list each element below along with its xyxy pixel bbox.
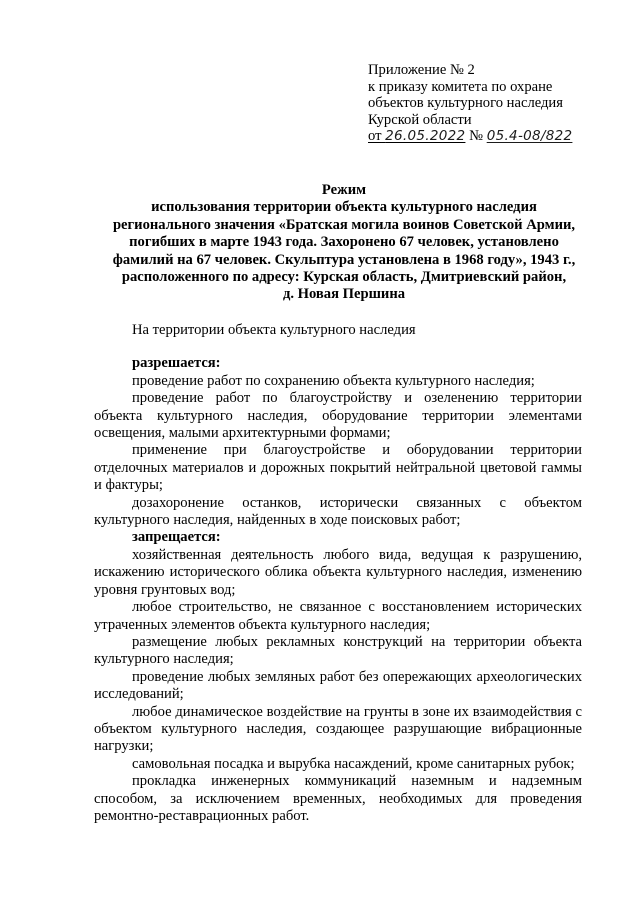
title-line: фамилий на 67 человек. Скульптура установлена в 1968 году», 1943 г.,: [112, 251, 576, 268]
title-line: Режим: [321, 182, 367, 198]
allowed-item: дозахоронение останков, исторически связанных с объектом культурного наследия, найденных в ходе поисковых работ;: [94, 494, 582, 529]
annex-date-number-line: [368, 128, 628, 146]
document-title: [96, 182, 592, 304]
forbidden-item: любое динамическое воздействие на грунты в зоне их взаимодействия с объектом культурного наследия, создающее разрушающие вибрационные нагрузки;: [94, 703, 582, 755]
number-sign: №: [469, 128, 484, 145]
annex-header: [368, 62, 628, 146]
intro-paragraph: На территории объекта культурного наследия: [132, 322, 416, 338]
forbidden-item: хозяйственная деятельность любого вида, ведущая к разрушению, искажению исторического облика объекта культурного наследия, изменению уровня грунтовых вод;: [94, 546, 582, 598]
handwritten-date: 26.05.2022: [385, 128, 466, 145]
forbidden-heading: запрещается:: [132, 529, 221, 546]
title-line: погибших в марте 1943 года. Захоронено 67 человек, установлено: [129, 234, 559, 251]
forbidden-item: любое строительство, не связанное с восстановлением исторических утраченных элементов объекта культурного наследия;: [94, 599, 582, 633]
allowed-item: применение при благоустройстве и оборудовании территории отделочных материалов и дорожных покрытий нейтральной цветовой гаммы и фактуры;: [94, 442, 582, 494]
allowed-item: проведение работ по благоустройству и озеленению территории объекта культурного наследия, оборудование территории элементами освещения, малыми архитектурными формами;: [94, 390, 582, 442]
title-line: использования территории объекта культурного наследия: [151, 199, 537, 216]
forbidden-item: проведение любых земляных работ без опережающих археологических исследований;: [94, 668, 582, 703]
annex-number: Приложение № 2: [368, 62, 475, 78]
forbidden-item: прокладка инженерных коммуникаций наземным и надземным способом, за исключением временных, необходимых для проведения ремонтно-реставрационных работ.: [94, 773, 582, 824]
from-prefix: от: [368, 128, 382, 145]
title-line: расположенного по адресу: Курская область, Дмитриевский район,: [121, 269, 567, 286]
allowed-heading: разрешается:: [132, 355, 221, 372]
forbidden-item: самовольная посадка и вырубка насаждений, кроме санитарных рубок;: [132, 755, 575, 772]
forbidden-item: размещение любых рекламных конструкций на территории объекта культурного наследия;: [94, 633, 582, 668]
allowed-item: проведение работ по сохранению объекта культурного наследия;: [132, 372, 535, 389]
annex-committee-line: объектов культурного наследия: [368, 95, 563, 112]
document-body: [94, 322, 582, 825]
annex-order-line: к приказу комитета по охране: [368, 78, 553, 95]
title-line: д. Новая Першина: [282, 286, 406, 303]
date-field: [368, 128, 465, 144]
annex-region-line: Курской области: [368, 111, 472, 128]
handwritten-number: 05.4-08/822: [486, 128, 573, 145]
title-line: регионального значения «Братская могила воинов Советской Армии,: [112, 216, 576, 233]
